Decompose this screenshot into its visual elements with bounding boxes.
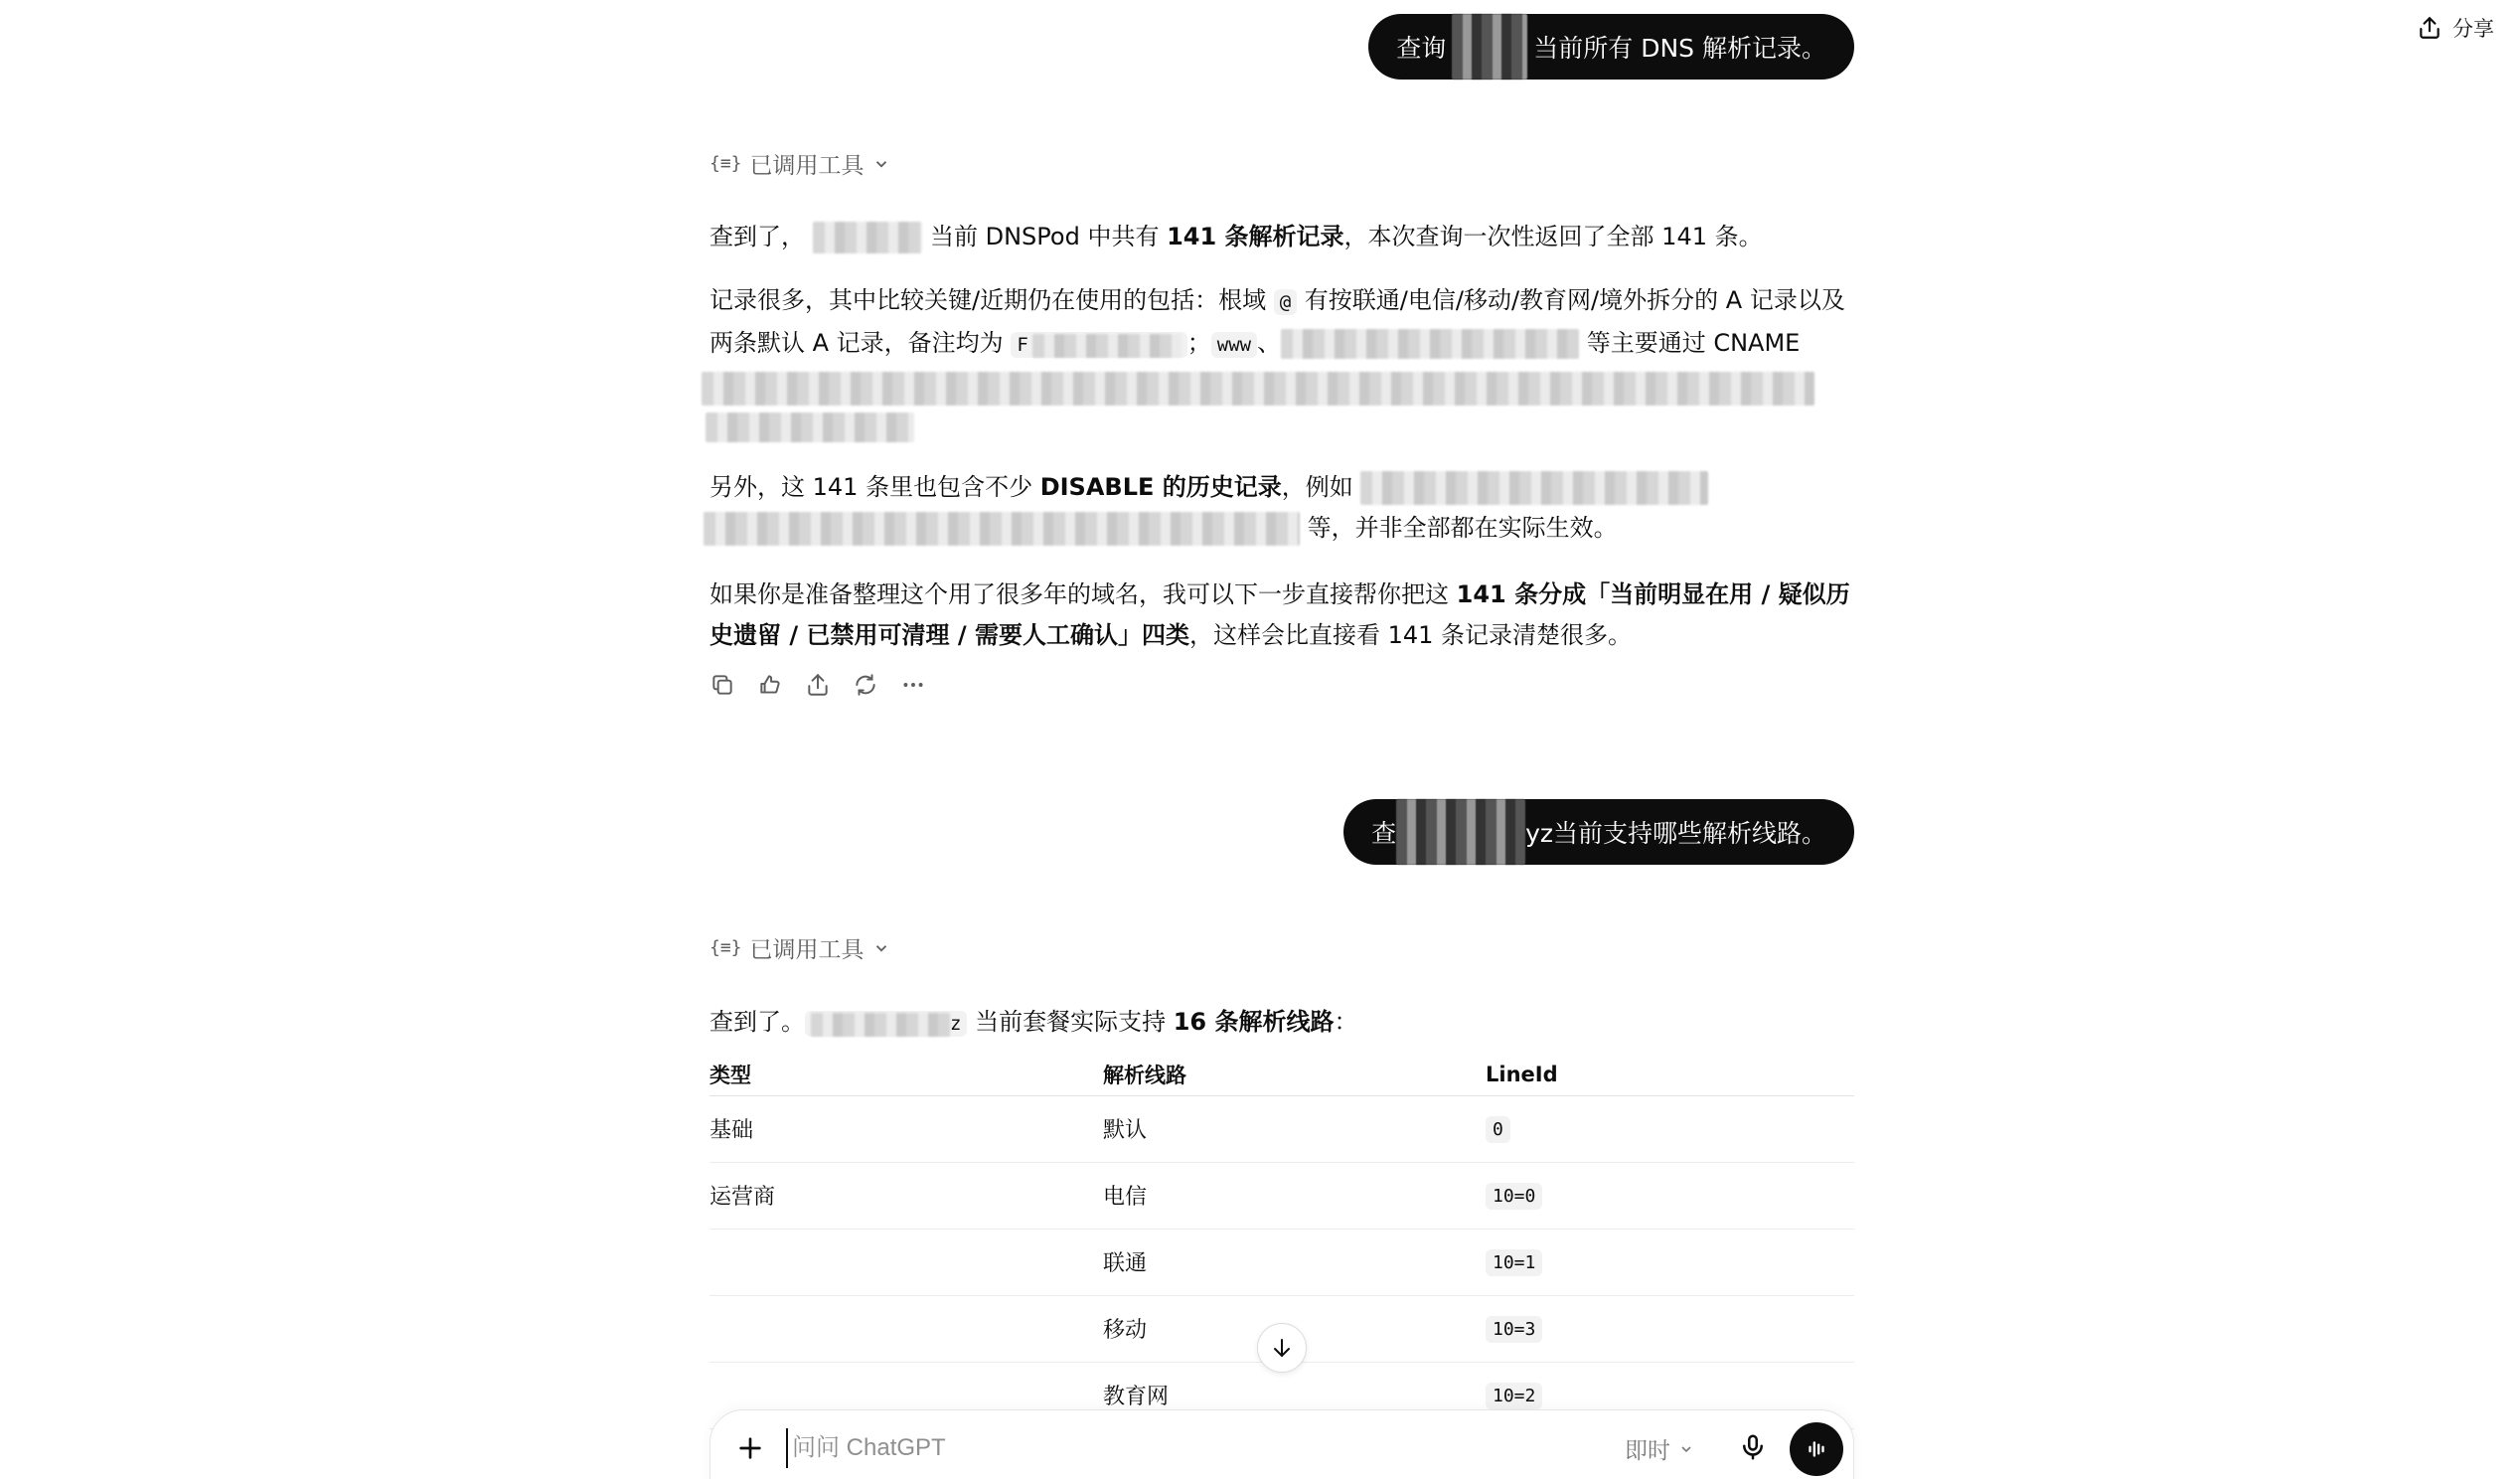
redacted-text <box>706 412 914 442</box>
lineid-code: 10=0 <box>1486 1183 1542 1210</box>
message-actions <box>709 672 926 698</box>
voice-mode-button[interactable] <box>1790 1422 1843 1476</box>
more-icon <box>900 672 926 698</box>
cell-lineid <box>1486 1295 1854 1362</box>
cell-lineid <box>1486 1162 1854 1229</box>
cell-line: 联通 <box>1103 1229 1486 1295</box>
cell-type <box>709 1295 1103 1362</box>
lineid-code: 10=2 <box>1486 1383 1542 1409</box>
plus-icon[interactable] <box>734 1432 766 1464</box>
user-message-prefix: 查询 <box>1396 34 1447 63</box>
feedback-button[interactable] <box>757 672 783 698</box>
redacted-domain <box>811 1013 950 1037</box>
tool-call-toggle[interactable] <box>709 147 890 180</box>
inline-code <box>1011 332 1186 358</box>
composer <box>709 1409 1854 1479</box>
text: 当前套餐实际支持 <box>967 1008 1174 1036</box>
bold-text: 141 条分成「当前明显在用 / 疑似历史遗留 / 已禁用可清理 / 需要人工确认」四类 <box>709 580 1850 649</box>
text: 另外，这 141 条里也包含不少 <box>709 473 1040 501</box>
text: 当前 DNSPod 中共有 <box>930 223 1168 250</box>
arrow-down-icon <box>1270 1336 1294 1360</box>
copy-button[interactable] <box>709 672 735 698</box>
cell-line: 电信 <box>1103 1162 1486 1229</box>
column-header: LineId <box>1486 1054 1854 1095</box>
text: 如果你是准备整理这个用了很多年的域名，我可以下一步直接帮你把这 <box>709 580 1457 608</box>
inline-code: @ <box>1274 289 1297 315</box>
table-row <box>709 1162 1854 1229</box>
text: 记录很多，其中比较关键/近期仍在使用的包括：根域 <box>709 286 1274 314</box>
share-icon <box>805 672 831 698</box>
text: ，这样会比直接看 141 条记录清楚很多。 <box>1188 621 1633 649</box>
text: 查到了， <box>709 223 805 250</box>
cell-type: 基础 <box>709 1095 1103 1162</box>
bold-text: DISABLE 的历史记录 <box>1039 473 1282 501</box>
redacted-text <box>1360 471 1708 505</box>
redacted-domain <box>1452 14 1527 80</box>
assistant-paragraph <box>709 575 1854 656</box>
text: ： <box>1334 1008 1358 1036</box>
microphone-icon[interactable] <box>1738 1432 1768 1462</box>
text: 等主要通过 CNAME <box>1579 329 1801 357</box>
assistant-paragraph <box>709 217 1854 257</box>
assistant-paragraph <box>709 1002 1854 1045</box>
lineid-code: 0 <box>1486 1116 1510 1143</box>
user-message-suffix: yz当前支持哪些解析线路。 <box>1525 819 1826 848</box>
bold-text: 141 条解析记录 <box>1167 223 1344 250</box>
scroll-to-bottom-button[interactable] <box>1257 1323 1307 1373</box>
tool-call-label: 已调用工具 <box>749 153 865 179</box>
text: z <box>950 1013 962 1035</box>
inline-code: www <box>1211 332 1257 358</box>
redacted-text <box>1032 334 1181 358</box>
cell-lineid <box>1486 1095 1854 1162</box>
table-row <box>709 1095 1854 1162</box>
lineid-code: 10=3 <box>1486 1316 1542 1343</box>
text: 等，并非全部都在实际生效。 <box>1300 514 1618 542</box>
lineid-code: 10=1 <box>1486 1249 1542 1276</box>
assistant-paragraph <box>709 280 1854 447</box>
table-header-row <box>709 1054 1854 1095</box>
redacted-text <box>704 512 1300 546</box>
redacted-text <box>702 372 1814 406</box>
user-message <box>1343 799 1854 865</box>
chevron-down-icon <box>872 155 890 173</box>
mode-label: 即时 <box>1625 1438 1670 1464</box>
more-button[interactable] <box>900 672 926 698</box>
table-row <box>709 1229 1854 1295</box>
cell-line: 默认 <box>1103 1095 1486 1162</box>
chevron-down-icon <box>1678 1441 1694 1457</box>
user-message-prefix: 查 <box>1371 819 1397 848</box>
cell-lineid <box>1486 1229 1854 1295</box>
share-message-button[interactable] <box>805 672 831 698</box>
column-header: 类型 <box>709 1054 1103 1095</box>
cell-line: 移动 <box>1103 1295 1486 1362</box>
text: ，本次查询一次性返回了全部 141 条。 <box>1343 223 1763 250</box>
redacted-domain <box>813 222 922 253</box>
tool-icon: {≡} <box>709 937 742 958</box>
thumbs-icon <box>757 672 783 698</box>
cell-type <box>709 1229 1103 1295</box>
tool-call-toggle[interactable] <box>709 931 890 964</box>
share-label: 分享 <box>2452 17 2494 41</box>
prompt-input[interactable] <box>786 1428 1561 1468</box>
regenerate-button[interactable] <box>853 672 878 698</box>
user-message <box>1368 14 1854 80</box>
redacted-text <box>1281 329 1579 359</box>
chevron-down-icon <box>872 939 890 957</box>
cell-type: 运营商 <box>709 1162 1103 1229</box>
share-icon <box>2417 15 2442 41</box>
text: 查到了。 <box>709 1008 805 1036</box>
user-message-suffix: 当前所有 DNS 解析记录。 <box>1533 34 1826 63</box>
voice-wave-icon <box>1804 1436 1829 1462</box>
text: 、 <box>1257 329 1282 357</box>
text: ，例如 <box>1281 473 1361 501</box>
refresh-icon <box>853 672 878 698</box>
mode-selector[interactable] <box>1625 1432 1694 1465</box>
share-button[interactable] <box>2411 10 2500 46</box>
text: 有按联通/电信/移动/教育网/境外拆分的 A 记录以及两条默认 A 记录，备注均为 <box>709 286 1845 357</box>
text: ； <box>1186 329 1211 357</box>
inline-code <box>805 1011 967 1037</box>
tool-call-label: 已调用工具 <box>749 937 865 963</box>
copy-icon <box>709 672 735 698</box>
tool-icon: {≡} <box>709 153 742 174</box>
column-header: 解析线路 <box>1103 1054 1486 1095</box>
bold-text: 16 条解析线路 <box>1173 1008 1335 1036</box>
redacted-domain <box>1396 799 1525 865</box>
assistant-paragraph <box>709 467 1854 549</box>
cell-line: 教育网 <box>1103 1362 1486 1428</box>
text: F <box>1017 334 1028 356</box>
